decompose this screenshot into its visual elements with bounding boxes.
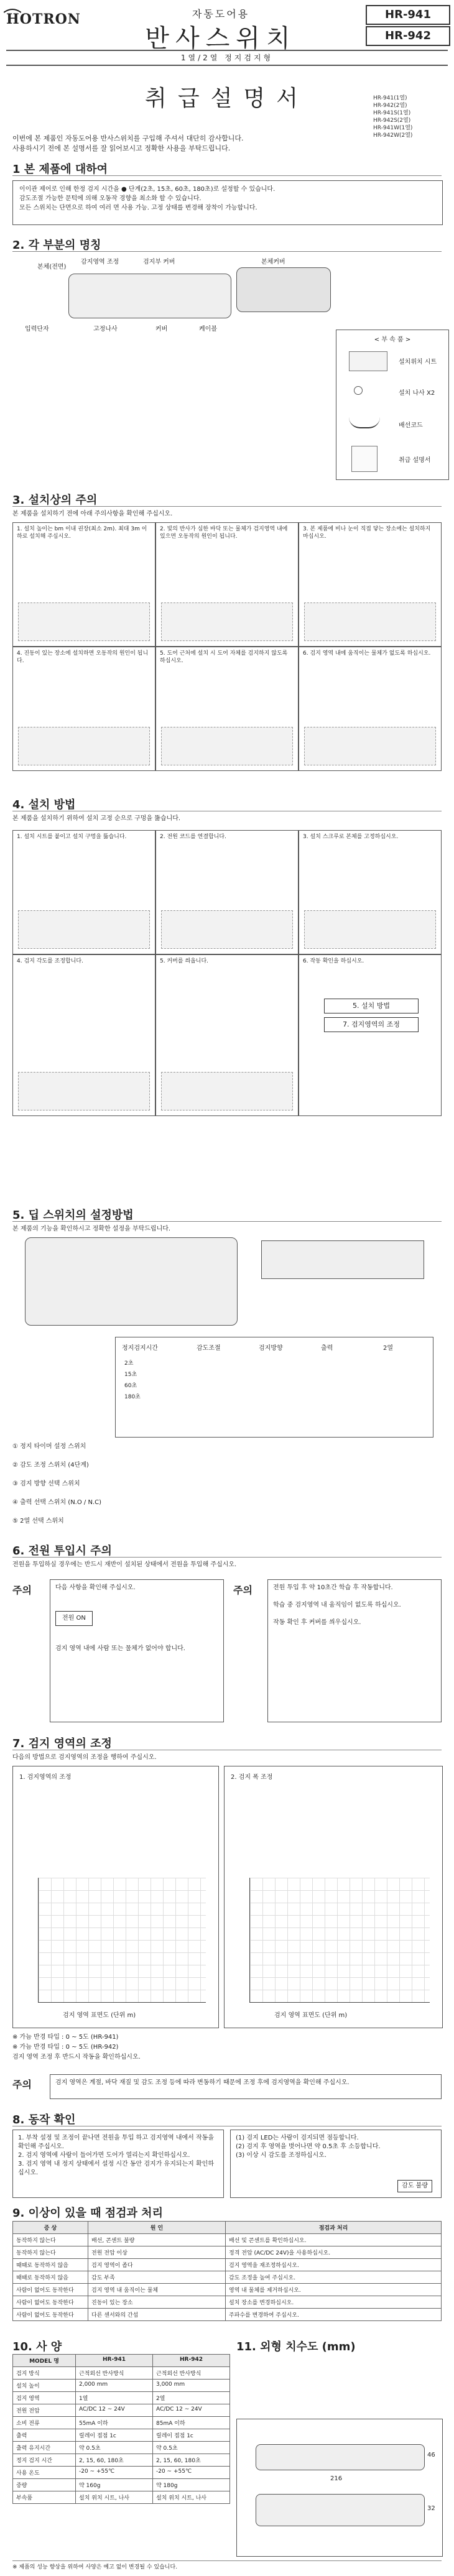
coverage-grid — [38, 1878, 206, 2003]
illustration — [161, 1072, 293, 1110]
dip-header: 정지검지시간 — [122, 1345, 158, 1352]
sensitivity-badge: 감도 불량 — [397, 2180, 432, 2192]
table-cell: 2, 15, 60, 180초 — [153, 2454, 230, 2467]
section-7-intro: 다음의 방법으로 검지영역의 조정을 행하여 주십시오. — [12, 1754, 157, 1761]
table-cell: 근적외선 반사방식 — [76, 2367, 153, 2380]
table-cell: -20 ~ +55℃ — [76, 2467, 153, 2479]
section-1-line: 감도조절 가능한 문턱에 의해 오동작 경향을 최소화 할 수 있습니다. — [19, 195, 202, 202]
table-row — [13, 2392, 230, 2404]
table-row — [13, 2367, 230, 2380]
label-cover: 검지부 커버 — [143, 259, 175, 265]
section-3-heading: 3. 설치상의 주의 — [12, 494, 98, 507]
model-list — [373, 95, 412, 139]
label-screw: 고정나사 — [93, 326, 118, 333]
coverage-note: ※ 가늠 반경 타입 : 0 ~ 5도 (HR-942) — [12, 2044, 119, 2051]
sheet-icon — [349, 351, 387, 371]
label-terminal: 입력단자 — [25, 326, 49, 333]
table-header: MODEL 명 — [13, 2355, 76, 2367]
table-cell: 2열 — [153, 2392, 230, 2404]
section-divider — [12, 1557, 442, 1558]
table-cell: 영역 내 물체를 제거하십시오. — [226, 2284, 442, 2296]
caution-text: 3. 본 제품에 비나 눈이 직접 닿는 장소에는 설치하지 마십시오. — [303, 526, 431, 540]
footer-note: ※ 제품의 성능 향상을 위하여 사양은 예고 없이 변경될 수 있습니다. — [12, 2560, 442, 2572]
table-cell: 때때로 동작하지 않음 — [13, 2271, 88, 2284]
table-cell: 동작하지 않는다 — [13, 2234, 88, 2246]
caution-text: 1. 설치 높이는 bm 이내 권장(최소 2m). 최대 3m 이하로 설치해 주십시오. — [17, 526, 147, 540]
dip-note: ⑤ 2열 선택 스위치 — [12, 1518, 64, 1525]
table-cell: 설치 위치 시트, 나사 — [76, 2491, 153, 2504]
model-list-item: HR-942W(2열) — [373, 132, 413, 139]
table-header: HR-942 — [153, 2355, 230, 2367]
table-cell: AC/DC 12 ~ 24V — [153, 2404, 230, 2417]
title-sub: 자동도어용 — [192, 8, 250, 20]
table-cell: 설치 높이 — [13, 2380, 76, 2392]
accessory-item: 설치위치 시트 — [399, 359, 437, 366]
table-cell: 출력 — [13, 2429, 76, 2442]
table-row — [13, 2467, 230, 2479]
coverage-caution: 검지 영역은 계절, 바닥 재질 및 감도 조정 등에 따라 변동하기 때문에 조정 후에 검지영역을 확인해 주십시오. — [50, 2074, 442, 2099]
section-10-heading: 10. 사 양 — [12, 2340, 62, 2353]
header — [0, 0, 454, 62]
coverage-grid — [249, 1878, 430, 2003]
dip-header: 감도조절 — [197, 1345, 221, 1352]
table-row — [13, 2491, 230, 2504]
table-header: 증 상 — [13, 2222, 88, 2234]
dip-note: ② 감도 조정 스위치 (4단계) — [12, 1462, 89, 1469]
illustration — [304, 727, 436, 765]
install-step — [299, 830, 442, 954]
illustration — [18, 727, 150, 765]
operation-left — [12, 2130, 224, 2198]
section-11-heading: 11. 외형 치수도 (mm) — [236, 2340, 356, 2353]
section-6-heading: 6. 전원 투입시 주의 — [12, 1544, 112, 1558]
table-cell: 검지 영역이 좁다 — [88, 2259, 226, 2271]
troubleshooting-table — [12, 2221, 442, 2321]
section-divider — [12, 175, 442, 176]
coverage-caption: 검지 영역 표면도 (단위 m) — [274, 2012, 348, 2019]
table-row — [13, 2296, 442, 2309]
table-cell: 전원 전압 이상 — [88, 2246, 226, 2259]
install-step-text: 4. 검지 각도를 조정합니다. — [17, 958, 83, 964]
coverage-note: 검지 영역 조정 후 반드시 작동을 확인하십시오. — [12, 2054, 141, 2061]
label-main-cover: 본체커버 — [261, 259, 285, 265]
table-cell: 정지 검지 시간 — [13, 2454, 76, 2467]
label-body: 본체(전면) — [37, 264, 67, 270]
dip-header: 2열 — [383, 1345, 394, 1352]
table-row — [13, 2234, 442, 2246]
coverage-title: 1. 검지영역의 조정 — [19, 1774, 72, 1781]
caution-cell — [12, 647, 155, 771]
install-step-text: 1. 설치 시트를 붙이고 설치 구멍을 뚫습니다. — [17, 834, 127, 840]
title-main: 반사스위치 — [145, 24, 297, 53]
caution-cell — [299, 522, 442, 647]
dimension-top-view — [256, 2444, 425, 2470]
power-left-line: 검지 영역 내에 사람 또는 물체가 없어야 합니다. — [55, 1645, 185, 1652]
table-cell: 약 180g — [153, 2479, 230, 2491]
illustration — [161, 910, 293, 949]
sensor-cover-illustration — [236, 267, 331, 312]
table-cell: 감도 조정을 높여 주십시오. — [226, 2271, 442, 2284]
dip-table — [115, 1337, 433, 1438]
table-cell: 3,000 mm — [153, 2380, 230, 2392]
tag-adjust: 7. 검지영역의 조정 — [324, 1017, 419, 1032]
table-cell: AC/DC 12 ~ 24V — [76, 2404, 153, 2417]
table-cell: 정격 전압 (AC/DC 24V)을 사용하십시오. — [226, 2246, 442, 2259]
section-6-intro: 전원을 투입하실 경우에는 반드시 재반이 설치된 상태에서 전원을 투입해 주십시오. — [12, 1561, 237, 1568]
section-4-intro: 본 제품을 설치하기 위하여 설치 고정 순으로 구멍을 뚫습니다. — [12, 815, 181, 822]
table-cell: 검지 영역 — [13, 2392, 76, 2404]
table-cell: 중량 — [13, 2479, 76, 2491]
accessory-item: 배선코드 — [399, 422, 423, 429]
caution-text: 4. 진동이 있는 장소에 설치하면 오동작의 원인이 됩니다. — [17, 650, 149, 664]
table-row — [13, 2259, 442, 2271]
install-step-text: 3. 설치 스크루로 본체를 고정하십시오. — [303, 834, 399, 840]
table-cell: 동작하지 않는다 — [13, 2246, 88, 2259]
section-divider — [12, 251, 442, 252]
install-step — [155, 830, 299, 954]
screw-icon — [354, 386, 363, 395]
operation-right — [230, 2130, 442, 2198]
caution-cell — [299, 647, 442, 771]
power-left-line: 다음 사항을 확인해 주십시오. — [55, 1584, 136, 1591]
intro-line: 이번에 본 제품인 자동도어용 반사스위치를 구입해 주셔서 대단히 감사합니다. — [12, 134, 244, 142]
table-row — [13, 2246, 442, 2259]
install-step — [155, 954, 299, 1116]
intro-line: 사용하시기 전에 본 설명서를 잘 읽어보시고 정확한 사용을 부탁드립니다. — [12, 144, 231, 152]
table-cell: 85mA 이하 — [153, 2417, 230, 2429]
table-cell: 전원 전압 — [13, 2404, 76, 2417]
table-cell: 사용 온도 — [13, 2467, 76, 2479]
model-list-item: HR-941S(1열) — [373, 110, 411, 116]
dip-row: 2초 — [124, 1360, 134, 1367]
table-cell: 사람이 없어도 동작한다 — [13, 2296, 88, 2309]
table-cell: 2,000 mm — [76, 2380, 153, 2392]
illustration — [18, 910, 150, 949]
table-cell: 배선, 콘센트 불량 — [88, 2234, 226, 2246]
operation-line: (2) 검지 후 영역을 벗어나면 약 0.5초 후 소등합니다. — [236, 2143, 381, 2150]
power-right-line: 작동 확인 후 커버를 씌우십시오. — [273, 1619, 361, 1626]
cable-icon — [349, 417, 380, 428]
table-row — [13, 2309, 442, 2321]
table-cell: -20 ~ +55℃ — [153, 2467, 230, 2479]
table-cell: 다른 센서와의 간섭 — [88, 2309, 226, 2321]
table-cell: 때때로 동작하지 않음 — [13, 2259, 88, 2271]
model-badge-2: HR-942 — [366, 26, 450, 46]
section-7-heading: 7. 검지 영역의 조정 — [12, 1737, 112, 1750]
table-cell: 2, 15, 60, 180초 — [76, 2454, 153, 2467]
table-cell: 진동이 있는 장소 — [88, 2296, 226, 2309]
table-cell: 감도 부족 — [88, 2271, 226, 2284]
table-row — [13, 2271, 442, 2284]
spec-table — [12, 2354, 230, 2504]
label-adjust: 감지영역 조정 — [81, 259, 119, 265]
table-cell: 사람이 없어도 동작한다 — [13, 2309, 88, 2321]
section-3-intro: 본 제품을 설치하기 전에 아래 주의사항을 확인해 주십시오. — [12, 510, 173, 517]
power-right-panel — [267, 1579, 442, 1722]
illustration — [161, 602, 293, 641]
dip-switch-illustration — [261, 1240, 424, 1279]
coverage-title: 2. 검지 폭 조정 — [231, 1774, 273, 1781]
table-cell: 약 0.5초 — [76, 2442, 153, 2454]
table-cell: 부속품 — [13, 2491, 76, 2504]
table-cell: 검지 영역을 재조정하십시오. — [226, 2259, 442, 2271]
operation-line: 3. 검지 영역 내 정지 상태에서 설정 시간 동안 검지가 유지되는지 확인하십시오. — [18, 2161, 214, 2176]
power-right-line: 전원 투입 후 약 10초간 학습 후 작동합니다. — [273, 1584, 393, 1591]
dimension-front-view — [256, 2494, 425, 2526]
caution-head: 주의 — [12, 1584, 32, 1596]
table-cell: 검지 영역 내 움직이는 물체 — [88, 2284, 226, 2296]
doc-title: 취급설명서 — [145, 86, 309, 111]
operation-line: 1. 부착 설정 및 조정이 끝나면 전원을 투입 하고 검지영역 내에서 작동을 확인해 주십시오. — [18, 2135, 214, 2150]
label-cable: 케이블 — [199, 326, 217, 333]
install-step — [299, 954, 442, 1116]
section-4-heading: 4. 설치 방법 — [12, 798, 76, 811]
install-step — [12, 954, 155, 1116]
table-cell: 주파수를 변경하여 주십시오. — [226, 2309, 442, 2321]
coverage-caption: 검지 영역 표면도 (단위 m) — [63, 2012, 136, 2019]
power-left-panel — [50, 1579, 224, 1722]
install-step-text: 5. 커버를 씌웁니다. — [160, 958, 209, 964]
dip-note: ④ 출력 선택 스위치 (N.O / N.C) — [12, 1499, 102, 1506]
dip-note: ① 정지 타이머 설정 스위치 — [12, 1443, 86, 1450]
table-header: HR-941 — [76, 2355, 153, 2367]
dimension-width: 216 — [330, 2475, 343, 2482]
coverage-note: ※ 가늠 반경 타입 : 0 ~ 5도 (HR-941) — [12, 2034, 119, 2041]
caution-head: 주의 — [233, 1584, 252, 1596]
section-divider — [12, 506, 442, 507]
power-right-line: 학습 중 검지영역 내 움직임이 없도록 하십시오. — [273, 1602, 401, 1609]
model-list-item: HR-942(2열) — [373, 103, 407, 109]
coverage-left — [12, 1766, 219, 2028]
section-8-heading: 8. 동작 확인 — [12, 2113, 76, 2126]
dimension-depth: 46 — [427, 2452, 435, 2458]
subtitle-bar: 1열/2열 정지검지형 — [6, 50, 448, 66]
caution-text: 5. 도어 근처에 설치 시 도어 자체를 검지하지 않도록 하십시오. — [160, 650, 288, 664]
model-list-item: HR-941W(1열) — [373, 125, 413, 131]
section-5-heading: 5. 딥 스위치의 설정방법 — [12, 1209, 134, 1222]
section-1-heading: 1 본 제품에 대하여 — [12, 163, 108, 176]
table-row — [13, 2417, 230, 2429]
table-row — [13, 2479, 230, 2491]
caution-text: 2. 빛의 반사가 심한 바닥 또는 물체가 검지영역 내에 있으면 오동작의 원인이 됩니다. — [160, 526, 288, 540]
label-cover2: 커버 — [155, 326, 168, 333]
section-1-box — [12, 180, 443, 225]
dip-row: 60초 — [124, 1383, 137, 1389]
caution-text: 6. 검지 영역 내에 움직이는 물체가 없도록 하십시오. — [303, 650, 431, 657]
coverage-right — [224, 1766, 443, 2028]
caution-cell — [155, 522, 299, 647]
section-1-line: 이이관 제어로 인해 한정 검지 시간을 ● 단계(2초, 15초, 60초, 180초)로 설정할 수 있습니다. — [19, 186, 276, 193]
table-cell: 소비 전류 — [13, 2417, 76, 2429]
accessories-title: < 부 속 품 > — [374, 336, 411, 343]
table-cell: 릴레이 접점 1c — [76, 2429, 153, 2442]
caution-cell — [12, 522, 155, 647]
section-2-heading: 2. 각 부분의 명칭 — [12, 239, 101, 252]
table-row — [13, 2380, 230, 2392]
section-9-heading: 9. 이상이 있을 때 점검과 처리 — [12, 2207, 163, 2220]
table-cell: 근적외선 반사방식 — [153, 2367, 230, 2380]
table-cell: 배선 및 콘센트를 확인하십시오. — [226, 2234, 442, 2246]
table-cell: 출력 유지시간 — [13, 2442, 76, 2454]
model-list-item: HR-942S(2열) — [373, 118, 411, 124]
illustration — [304, 910, 436, 949]
illustration — [18, 602, 150, 641]
accessories-box — [336, 330, 449, 480]
caution-head: 주의 — [12, 2079, 32, 2090]
table-row — [13, 2404, 230, 2417]
dip-row: 15초 — [124, 1372, 137, 1378]
accessory-item: 설치 나사 X2 — [399, 390, 435, 397]
table-cell: 약 160g — [76, 2479, 153, 2491]
dip-header: 검지방향 — [259, 1345, 283, 1352]
section-1-line: 모든 스위치는 단면으로 하여 여러 면 사용 가능. 고정 상태를 변경해 장착이 가능합니다. — [19, 205, 257, 211]
dip-header: 출력 — [321, 1345, 333, 1352]
install-step — [12, 830, 155, 954]
operation-line: 2. 검지 영역에 사람이 들어가면 도어가 열리는지 확인하십시오. — [18, 2152, 190, 2159]
table-cell: 릴레이 접점 1c — [153, 2429, 230, 2442]
table-row — [13, 2284, 442, 2296]
install-step-text: 6. 작동 확인을 하십시오. — [303, 958, 364, 964]
table-cell: 검지 방식 — [13, 2367, 76, 2380]
model-badge-1: HR-941 — [366, 5, 450, 25]
table-header: 점검과 처리 — [226, 2222, 442, 2234]
sensor-front-illustration — [68, 274, 231, 318]
dimension-drawing — [236, 2419, 443, 2557]
dip-note: ③ 검지 방향 선택 스위치 — [12, 1480, 80, 1487]
sensor-dip-illustration — [25, 1237, 238, 1326]
caution-cell — [155, 647, 299, 771]
table-cell: 55mA 이하 — [76, 2417, 153, 2429]
dip-row: 180초 — [124, 1394, 141, 1400]
section-5-intro: 본 제품의 기능을 확인하시고 정확한 설정을 부탁드립니다. — [12, 1226, 171, 1232]
table-cell: 설치 위치 시트, 나사 — [153, 2491, 230, 2504]
accessory-item: 취급 설명서 — [399, 457, 431, 464]
table-header: 원 인 — [88, 2222, 226, 2234]
tag-install: 5. 설치 방법 — [324, 999, 419, 1013]
install-step-text: 2. 전원 코드를 연결합니다. — [160, 834, 226, 840]
table-cell: 1열 — [76, 2392, 153, 2404]
table-row — [13, 2442, 230, 2454]
table-row — [13, 2429, 230, 2442]
manual-icon — [351, 446, 378, 472]
table-cell: 설치 장소를 변경하십시오. — [226, 2296, 442, 2309]
table-row — [13, 2454, 230, 2467]
illustration — [18, 1072, 150, 1110]
intro-text — [12, 134, 442, 154]
illustration — [304, 602, 436, 641]
dimension-height: 32 — [427, 2505, 435, 2512]
table-cell: 약 0.5초 — [153, 2442, 230, 2454]
model-list-item: HR-941(1열) — [373, 95, 407, 101]
brand-logo: HOTRON — [6, 11, 81, 27]
operation-line: (3) 이상 시 감도를 조정하십시오. — [236, 2152, 327, 2159]
operation-line: (1) 검지 LED는 사람이 검지되면 점등합니다. — [236, 2135, 359, 2141]
section-divider — [12, 1221, 442, 1222]
table-cell: 사람이 없어도 동작한다 — [13, 2284, 88, 2296]
illustration — [161, 727, 293, 765]
power-on-box: 전원 ON — [55, 1611, 93, 1626]
